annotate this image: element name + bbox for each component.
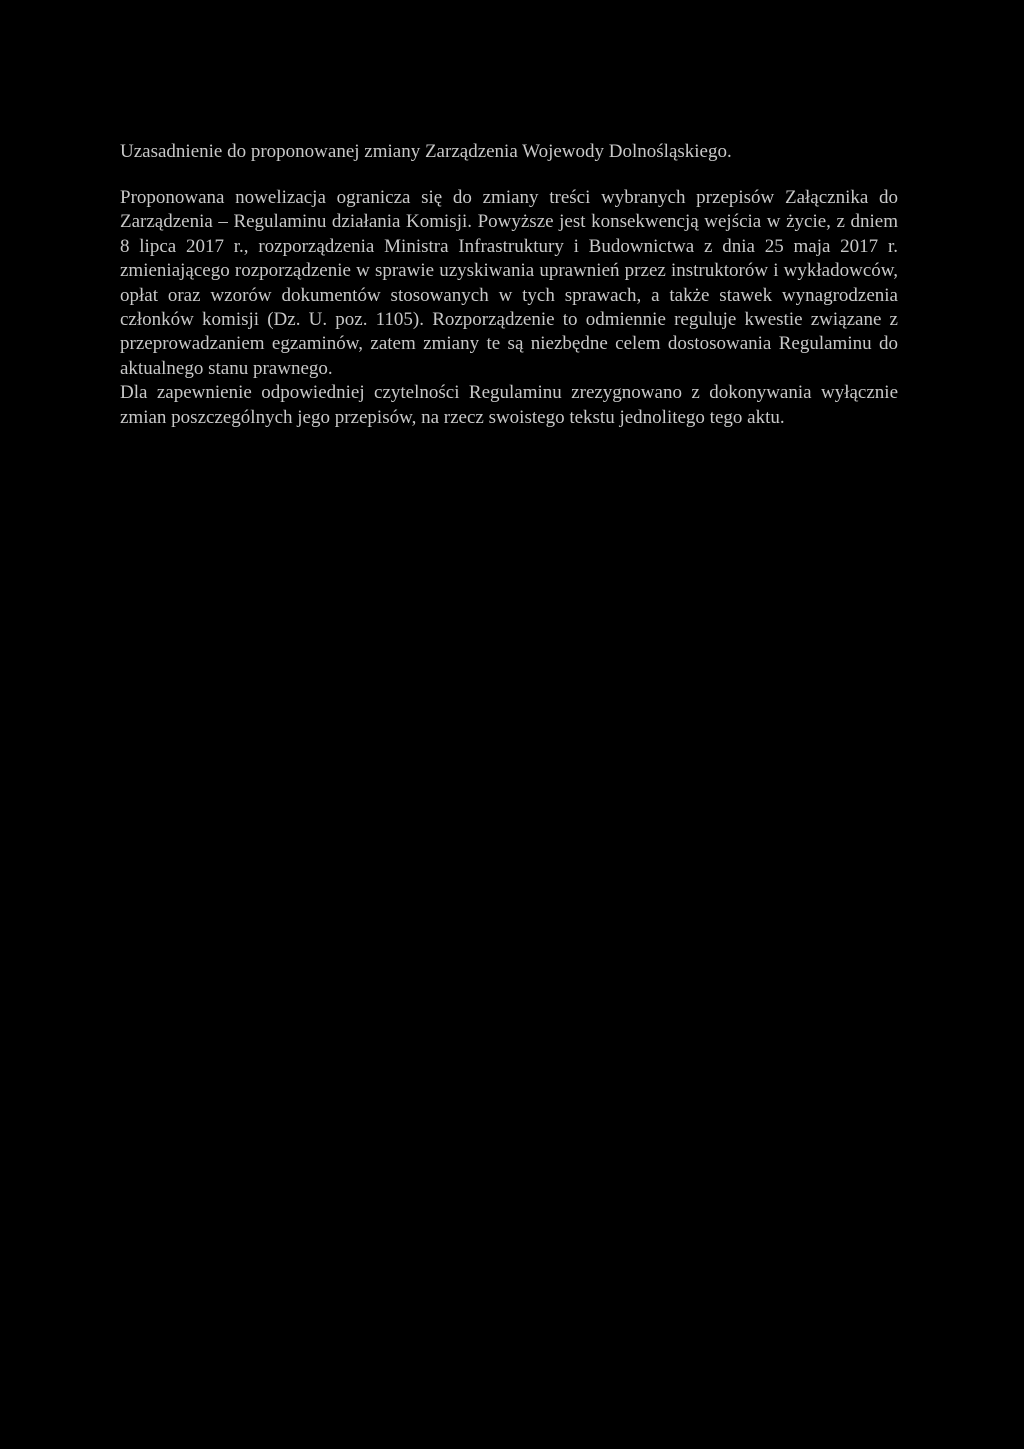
document-page xyxy=(120,139,898,430)
document-heading: Uzasadnienie do proponowanej zmiany Zarządzenia Wojewody Dolnośląskiego. xyxy=(120,141,732,162)
paragraph-justification: Proponowana nowelizacja ogranicza się do zmiany treści wybranych przepisów Załącznika do Zarządzenia – Regulaminu działania Komisji. Powyższe jest konsekwencją wejścia w życie, z dniem 8 lipca 2017 r., rozporządzenia Ministra Infrastruktury i Budownictwa z dnia 25 maja 2017 r. zmieniającego rozporządzenie w sprawie uzyskiwania uprawnień przez instruktorów i wykładowców, opłat oraz wzorów dokumentów stosowanych w tych sprawach, a także stawek wynagrodzenia członków komisji (Dz. U. poz. 1105). Rozporządzenie to odmiennie reguluje kwestie związane z przeprowadzaniem egzaminów, zatem zmiany te są niezbędne celem dostosowania Regulaminu do aktualnego stanu prawnego. xyxy=(120,187,898,379)
paragraph-readability: Dla zapewnienie odpowiedniej czytelności Regulaminu zrezygnowano z dokonywania wyłącznie zmian poszczególnych jego przepisów, na rzecz swoistego tekstu jednolitego tego aktu. xyxy=(120,382,898,428)
